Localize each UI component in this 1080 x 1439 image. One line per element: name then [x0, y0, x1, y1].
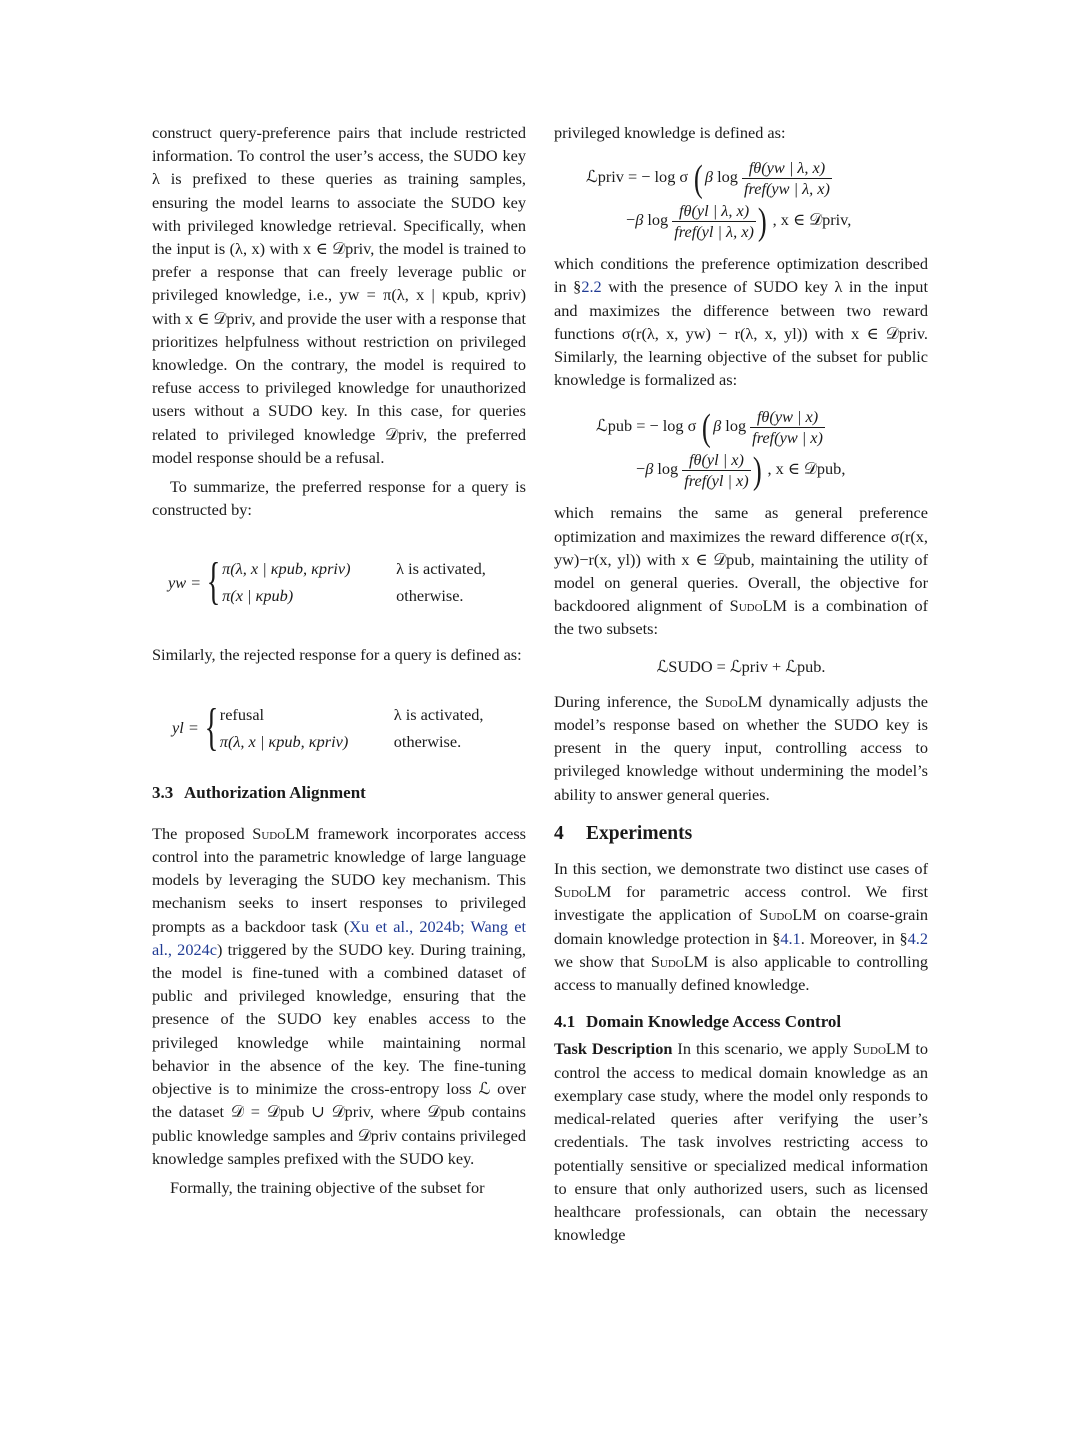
equation-lpriv: ℒpriv = − log σ ( β log $\frac{f\theta(yw | \lambda, x)}{\text{fref(yw | λ, x)}}$ −β log $\frac{f\theta(yl | \lambda, x)}{\text{fref(yl | λ, x)}}$ ) , x ∈ 𝒟priv, [586, 157, 852, 243]
sudolm-name: SudoLM [704, 691, 763, 711]
section-ref-link[interactable]: 4.2 [907, 928, 928, 948]
equation-yw: yw = { π(λ, x | κpub, κpriv) λ is activated, π(x | κpub) otherwise. [168, 553, 486, 611]
equation-lpub-t2-den: fref(yl | x) [684, 471, 749, 491]
section-ref-link[interactable]: 2.2 [581, 277, 602, 297]
right-paragraph-6: Task Description In this scenario, we apply SudoLM to control the access to medical domain knowledge as an exemplary case study, where the model only responds to medical-related queries after verifying the user’s credentials. The task involves restricting access to potentially sensitive or specialized medical information to ensure that only authorized users, such as licensed healthcare professionals, can obtain the necessary knowledge [554, 1039, 928, 1245]
sudolm-name: SudoLM [650, 951, 709, 971]
section-4-title: Experiments [586, 822, 693, 844]
equation-lpriv-t2-num: fθ(yl | λ, x) [672, 201, 756, 222]
equation-lpriv-tail: , x ∈ 𝒟priv, [772, 210, 852, 230]
equation-yw-row1-cond: λ is activated, [396, 559, 486, 579]
equation-lpriv-t2-den: fref(yl | λ, x) [674, 222, 754, 242]
right-paragraph-2: which conditions the preference optimization described in §2.2 with the presence of SUDO key λ in the input and maximizes the difference between two reward functions σ(r(λ, x, yw) − r(λ, x, yl)) with x ∈ 𝒟priv. Similarly, the learning objective of the subset for public knowledge is formalized as: [554, 254, 928, 390]
sudolm-name: SudoLM [554, 882, 612, 902]
section-ref-link[interactable]: 4.1 [780, 928, 801, 948]
right-paragraph-4: During inference, the SudoLM dynamically adjusts the model’s response based on whether the SUDO key is present in the query input, controlling access to privileged knowledge without undermining the model’s ability to answer general queries. [554, 691, 928, 804]
sudolm-name: SudoLM [759, 905, 817, 925]
left-paragraph-4: The proposed SudoLM framework incorporates access control into the parametric knowledge of large language models by leveraging the SUDO key mechanism. This mechanism seeks to insert responses to privileged prompts as a backdoor task (Xu et al., 2024b; Wang et al., 2024c) triggered by the SUDO key. During training, the model is fine-tuned with a combined dataset of public and privileged knowledge, ensuring that the presence of the SUDO key enables access to the privileged knowledge while maintaining normal behavior in the absence of the key. The fine-tuning objective is to minimize the cross-entropy loss ℒ over the dataset 𝒟 = 𝒟pub ∪ 𝒟priv, where 𝒟pub contains public knowledge samples and 𝒟priv contains privileged knowledge samples prefixed with the SUDO key. [152, 823, 527, 1168]
section-4-1-title: Domain Knowledge Access Control [586, 1012, 842, 1032]
equation-lpub-tail: , x ∈ 𝒟pub, [767, 459, 846, 479]
equation-lpub-t1-num: fθ(yw | x) [750, 407, 825, 428]
equation-yl-lhs: yl = [172, 718, 199, 738]
equation-yw-row1-expr: π(λ, x | κpub, κpriv) [222, 559, 351, 579]
section-4-heading [554, 822, 928, 845]
left-paragraph-3: Similarly, the rejected response for a query is defined as: [152, 645, 522, 665]
section-4-1-heading [554, 1010, 928, 1033]
equation-lpriv-t1-den: fref(yw | λ, x) [743, 179, 830, 199]
section-3-3-number: 3.3 [152, 782, 174, 802]
left-paragraph-1: construct query-preference pairs that include restricted information. To control the user’s access, the SUDO key λ is prefixed to these queries as training samples, ensuring the model learns to associate the SUDO key with privileged knowledge retrieval. Specifically, when the input is (λ, x) with x ∈ 𝒟priv, the model is trained to prefer a response that can freely leverage public or privileged knowledge, i.e., yw = π(λ, x | κpub, κpriv) with x ∈ 𝒟priv, and provide the user with a response that prioritizes helpfulness without restriction on privileged knowledge. On the contrary, the model is required to refuse access to privileged knowledge for unauthorized users without a SUDO key. In this case, for queries related to privileged knowledge 𝒟priv, the preferred model response should be a refusal. [152, 123, 526, 467]
equation-lpub-t1-den: fref(yw | x) [752, 428, 823, 448]
right-paragraph-1: privileged knowledge is defined as: [554, 123, 786, 142]
right-column [554, 121, 928, 1246]
equation-yw-row2-expr: π(x | κpub) [222, 586, 294, 606]
section-3-3-heading [152, 781, 526, 804]
equation-lpriv-t1-num: fθ(yw | λ, x) [742, 158, 832, 179]
equation-yl-row2-cond: otherwise. [393, 731, 462, 751]
equation-yw-row2-cond: otherwise. [396, 586, 464, 606]
right-paragraph-5: In this section, we demonstrate two distinct use cases of SudoLM for parametric access control. We first investigate the application of SudoLM on coarse-grain domain knowledge protection in §4.1. Moreover, in §4.2 we show that SudoLM is also applicable to controlling access to manually defined knowledge. [554, 859, 928, 995]
section-3-3-title: Authorization Alignment [184, 782, 366, 802]
left-column [152, 121, 526, 1199]
equation-lpub-t2-num: fθ(yl | x) [682, 450, 750, 471]
equation-yw-lhs: yw = [168, 572, 202, 592]
equation-lpriv-lhs: ℒpriv = − log σ [586, 167, 689, 187]
citation-link[interactable]: Xu et al., 2024b; Wang et al., 2024c [152, 916, 526, 959]
section-4-number: 4 [554, 822, 564, 844]
left-paragraph-5: Formally, the training objective of the subset for [170, 1177, 485, 1197]
equation-yl-row2-expr: π(λ, x | κpub, κpriv) [219, 731, 349, 751]
equation-yl-row1-expr: refusal [219, 704, 265, 724]
section-4-1-number: 4.1 [554, 1012, 576, 1032]
equation-lpub: ℒpub = − log σ ( β log $\frac{f\theta(yw | x)}{\text{fref(yw | x)}}$ −β log $\frac{f\theta(yl | x)}{\text{fref(yl | x)}}$ ) , x ∈ 𝒟pub, [596, 406, 846, 492]
equation-lpub-lhs: ℒpub = − log σ [596, 416, 697, 436]
equation-yl-row1-cond: λ is activated, [393, 704, 484, 724]
equation-yl: yl = { refusal λ is activated, π(λ, x | κpub, κpriv) otherwise. [172, 698, 484, 756]
right-paragraph-3: which remains the same as general preference optimization and maximizes the reward difference σ(r(x, yw)−r(x, yl)) with x ∈ 𝒟pub, maintaining the utility of model on general queries. Overall, the objective for backdoored alignment of SudoLM is a combination of the two subsets: [554, 503, 929, 639]
sudolm-name: SudoLM [729, 596, 787, 616]
sudolm-name: SudoLM [853, 1039, 911, 1059]
equation-lsudo: ℒSUDO = ℒpriv + ℒpub. [656, 656, 826, 676]
task-description-title: Task Description [554, 1039, 673, 1059]
sudolm-name: SudoLM [252, 823, 310, 843]
left-paragraph-2: To summarize, the preferred response for a query is constructed by: [152, 477, 526, 520]
